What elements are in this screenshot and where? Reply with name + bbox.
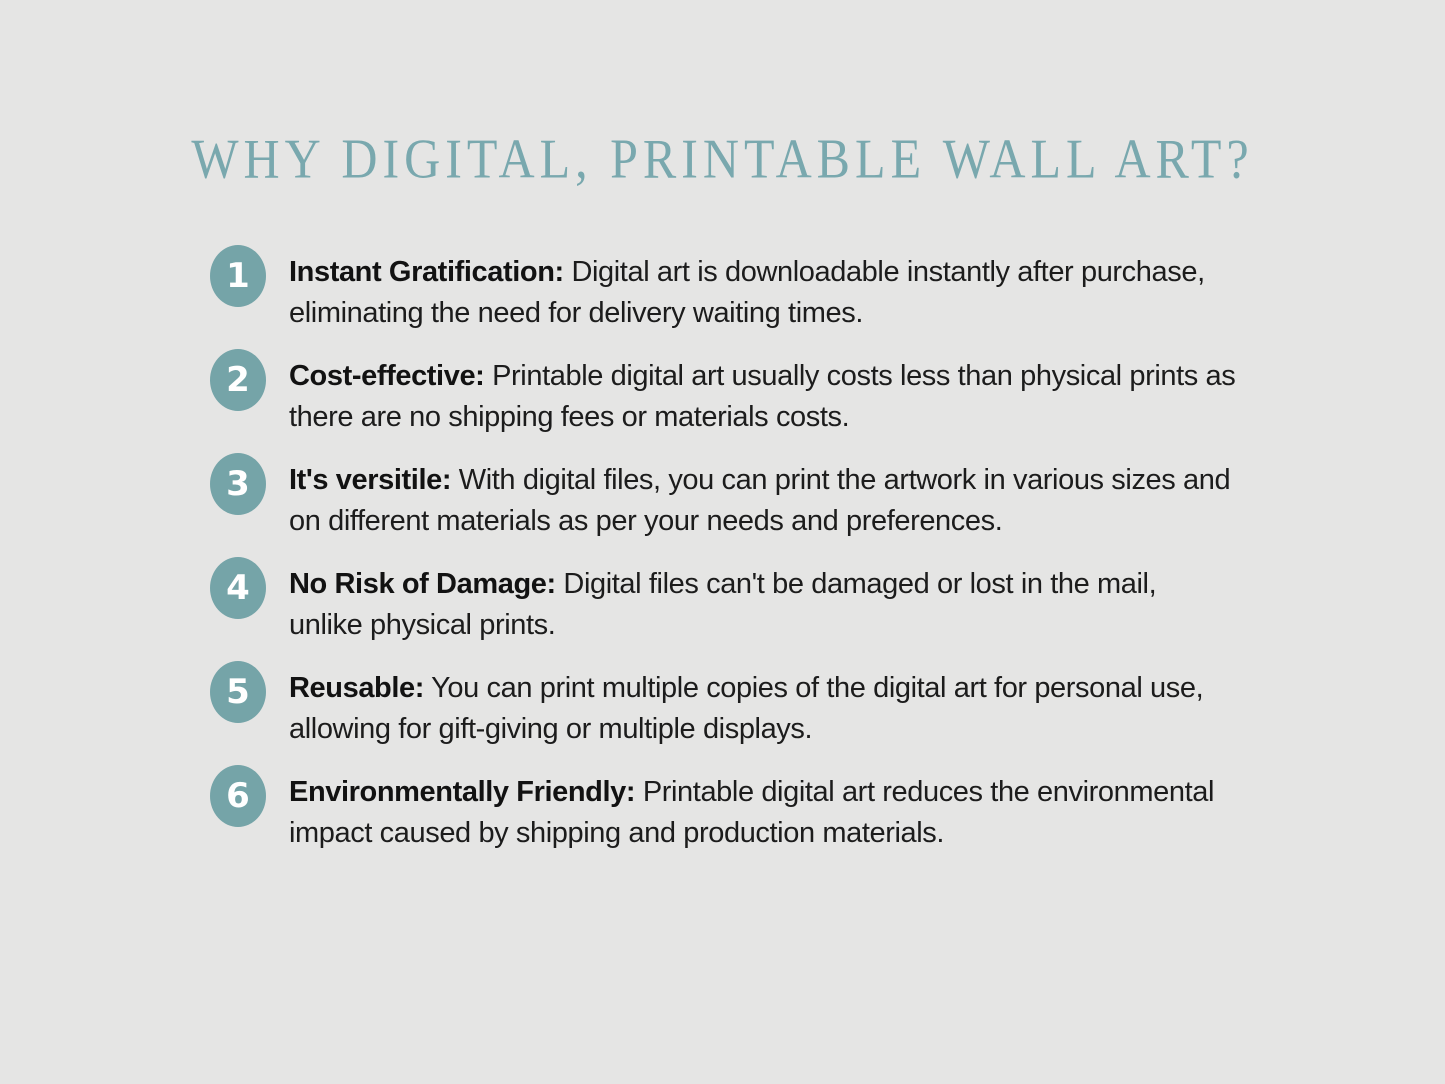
benefit-label: Cost-effective: bbox=[289, 360, 485, 392]
benefit-text bbox=[289, 564, 1237, 646]
list-item bbox=[210, 564, 1240, 646]
badge-number: 3 bbox=[226, 464, 250, 504]
badge-number: 6 bbox=[226, 776, 250, 816]
benefit-text bbox=[289, 252, 1237, 334]
number-badge bbox=[210, 765, 266, 827]
badge-number: 4 bbox=[226, 568, 250, 608]
benefit-label: No Risk of Damage: bbox=[289, 568, 556, 600]
benefit-description: Printable digital art usually costs less than physical prints as there are no shipping fees or materials costs. bbox=[289, 360, 1236, 433]
number-badge bbox=[210, 453, 266, 515]
benefit-description: Digital files can't be damaged or lost in the mail, unlike physical prints. bbox=[289, 568, 1157, 641]
benefit-label: Reusable: bbox=[289, 672, 424, 704]
benefit-label: Instant Gratification: bbox=[289, 256, 564, 288]
number-badge bbox=[210, 349, 266, 411]
badge-number: 1 bbox=[226, 256, 250, 296]
list-item bbox=[210, 252, 1240, 334]
benefit-text bbox=[289, 356, 1237, 438]
list-item bbox=[210, 668, 1240, 750]
list-item bbox=[210, 772, 1240, 854]
benefit-list bbox=[210, 252, 1240, 854]
benefit-description: Printable digital art reduces the environmental impact caused by shipping and production materials. bbox=[289, 776, 1215, 849]
benefit-text bbox=[289, 460, 1237, 542]
badge-number: 5 bbox=[226, 672, 250, 712]
list-item bbox=[210, 460, 1240, 542]
page-title: WHY DIGITAL, PRINTABLE WALL ART? bbox=[191, 127, 1254, 190]
badge-number: 2 bbox=[226, 360, 250, 400]
benefit-label: It's versitile: bbox=[289, 464, 452, 496]
benefit-description: You can print multiple copies of the digital art for personal use, allowing for gift-giving or multiple displays. bbox=[289, 672, 1204, 745]
benefit-description: With digital files, you can print the artwork in various sizes and on different materials as per your needs and preferences. bbox=[289, 464, 1231, 537]
number-badge bbox=[210, 557, 266, 619]
benefit-description: Digital art is downloadable instantly after purchase, eliminating the need for delivery waiting times. bbox=[289, 256, 1205, 329]
benefit-text bbox=[289, 668, 1237, 750]
list-item bbox=[210, 356, 1240, 438]
number-badge bbox=[210, 245, 266, 307]
benefit-text bbox=[289, 772, 1237, 854]
benefit-label: Environmentally Friendly: bbox=[289, 776, 636, 808]
number-badge bbox=[210, 661, 266, 723]
